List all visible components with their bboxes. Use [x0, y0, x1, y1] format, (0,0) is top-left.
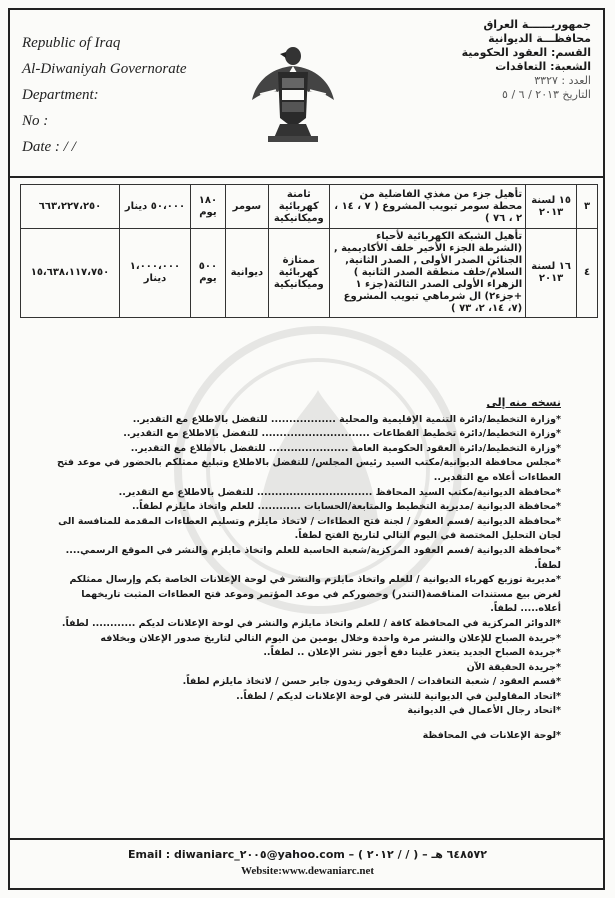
- en-department: Department:: [22, 87, 99, 103]
- ar-number: العدد : ٣٣٢٧: [534, 74, 591, 87]
- copy-line: *جريدة الصباح للإعلان والنشر مرة واحدة وخلال يومين من اليوم التالي لتاريخ صدور الإعلان وبخلافه: [100, 632, 561, 644]
- row-number: ٤: [577, 229, 598, 318]
- copy-line: *الدوائر المركزية في المحافظة كافة / للعلم واتخاذ مايلزم والنشر في لوحة الإعلانات لديكم ............ لطفاً.: [61, 617, 561, 629]
- estimated-cost: ١٥،٦٣٨،١١٧،٧٥٠: [21, 229, 120, 318]
- ar-governorate: محافظـــة الديوانية: [488, 32, 591, 45]
- en-governorate: Al-Diwaniyah Governorate: [22, 61, 187, 77]
- copy-line: *اتحاد رجال الأعمال في الديوانية: [407, 705, 561, 717]
- copy-line: *وزارة التخطيط/دائرة التنمية الإقليمية والمحلية .................. للتفضل بالاطلاع مع التقدير..: [132, 413, 561, 425]
- table-row: [21, 229, 598, 318]
- copy-line: *جريدة الحقيقة الآن: [466, 661, 561, 673]
- copy-line: *وزارة التخطيط/دائرة العقود الحكومية العامة ...................... للتفضل بالاطلاع مع التقدير..: [130, 442, 561, 454]
- copy-line: *محافظة الديوانية/مكتب السيد المحافظ ................................ للتفضل بالاطلاع مع التقدير..: [118, 486, 561, 498]
- en-date: Date : / /: [22, 139, 76, 155]
- english-letterhead: [22, 30, 187, 160]
- copy-line: *اتحاد المقاولين في الديوانية للنشر في لوحة الإعلانات لديكم / لطفاً..: [236, 690, 561, 702]
- contractor-grade: ثامنة كهربائية وميكانيكية: [268, 185, 329, 229]
- arabic-letterhead: [462, 18, 591, 102]
- copy-line: *قسم العقود / شعبة التعاقدات / الحقوقي زيدون جابر حسن / لاتخاذ مايلزم لطفاً.: [182, 676, 561, 688]
- footer-contact: Email : diwaniarc_٢٠٠٥@yahoo.com – ( ٢٠١٢ / / ) – ٦٤٨٥٧٢ هـ: [128, 848, 487, 861]
- ar-section: الشعبة: التعاقدات: [495, 60, 591, 73]
- iraq-eagle-emblem-icon: [250, 38, 336, 146]
- row-number: ٣: [577, 185, 598, 229]
- document-price: ٥٠،٠٠٠ دينار: [120, 185, 191, 229]
- tenders-table: [20, 184, 598, 318]
- en-country: Republic of Iraq: [22, 35, 121, 51]
- ar-department: القسم: العقود الحكومية: [461, 46, 591, 59]
- contractor-grade: ممتازة كهربائية وميكانيكية: [268, 229, 329, 318]
- ar-date: التاريخ ٢٠١٣ / ٦ / ٥: [502, 88, 591, 101]
- project-description: تأهيل جزء من مغذي الفاضلية من محطة سومر تبويب المشروع ( ٧ ، ١٤ ، ٢ ، ٧٦ ): [329, 185, 525, 229]
- header-divider: [10, 176, 605, 178]
- location: سومر: [225, 185, 268, 229]
- document-price: ١،٠٠٠،٠٠٠ دينار: [120, 229, 191, 318]
- estimated-cost: ٦٦٣،٢٢٧،٢٥٠: [21, 185, 120, 229]
- footer-website: Website:www.dewaniarc.net: [240, 865, 374, 877]
- project-description: تأهيل الشبكة الكهربائية لأحياء (الشرطة الجزء الأخير خلف الأكاديمية , الجنائن الصدر الأولى , الصدر الثانية, السلام/خلف منطقة الصدر الثانية ) الزهراء الأولى الصدر الثالثة(جزء ١ +جزء٢) ال شرماهي تبويب المشروع (٧، ١٤، ٢، ٧٣ ): [329, 229, 525, 318]
- copy-line: *محافظة الديوانية /قسم العقود المركزية/شعبة الحاسبة للعلم واتخاذ مايلزم والنشر في الموقع الرسمي.... لطفاً.: [65, 544, 561, 571]
- copy-to-list: [41, 396, 561, 744]
- footer-divider: [10, 838, 605, 840]
- copy-line: *وزارة التخطيط/دائرة تخطيط القطاعات .............................. للتفضل بالاطلاع مع التقدير..: [123, 428, 561, 440]
- table-row: [21, 185, 598, 229]
- location: ديوانية: [225, 229, 268, 318]
- copy-line: *مديرية توزيع كهرباء الديوانية / للعلم واتخاذ مايلزم والنشر في لوحة الإعلانات الخاصة بكم وإرسال ممثلكم لغرض بيع مستندات المناقصة(التندر) وحضوركم في موعد المؤتمر وموعد فتح العطاءات المثبت تاريخهما أعلاه..... لطفاً.: [69, 574, 561, 615]
- copy-line: *محافظة الديوانية /قسم العقود / لجنة فتح العطاءات / لاتخاذ مايلزم وتسليم العطاءات المقدمة للمنافسة الى لجان التحليل المختصة في اليوم التالي لتاريخ الفتح لطفاً.: [58, 515, 561, 542]
- duration: ٥٠٠ يوم: [190, 229, 225, 318]
- tender-number: ١٦ لسنة ٢٠١٣: [526, 229, 577, 318]
- copy-line: *جريدة الصباح الجديد يتعذر علينا دفع أجور نشر الإعلان .. لطفاً..: [263, 647, 561, 659]
- spacer: [41, 719, 561, 729]
- copy-to-title: نسخه منه إلى: [486, 396, 561, 409]
- tender-number: ١٥ لسنة ٢٠١٣: [526, 185, 577, 229]
- copy-line: *مجلس محافظة الديوانية/مكتب السيد رئيس المجلس/ للتفضل بالاطلاع وتبليغ ممثلكم بالحضور في موعد فتح العطاءات أعلاه مع التقدير..: [56, 457, 561, 483]
- en-number: No :: [22, 113, 49, 129]
- copy-line: *محافظة الديوانية /مديرية التخطيط والمتابعة/الحسابات ............ للعلم واتخاذ مايلزم لطفاً..: [131, 501, 561, 513]
- copy-line-last: *لوحة الإعلانات في المحافظة: [422, 730, 561, 742]
- ar-country: جمهوريــــــة العراق: [483, 18, 591, 31]
- duration: ١٨٠ يوم: [190, 185, 225, 229]
